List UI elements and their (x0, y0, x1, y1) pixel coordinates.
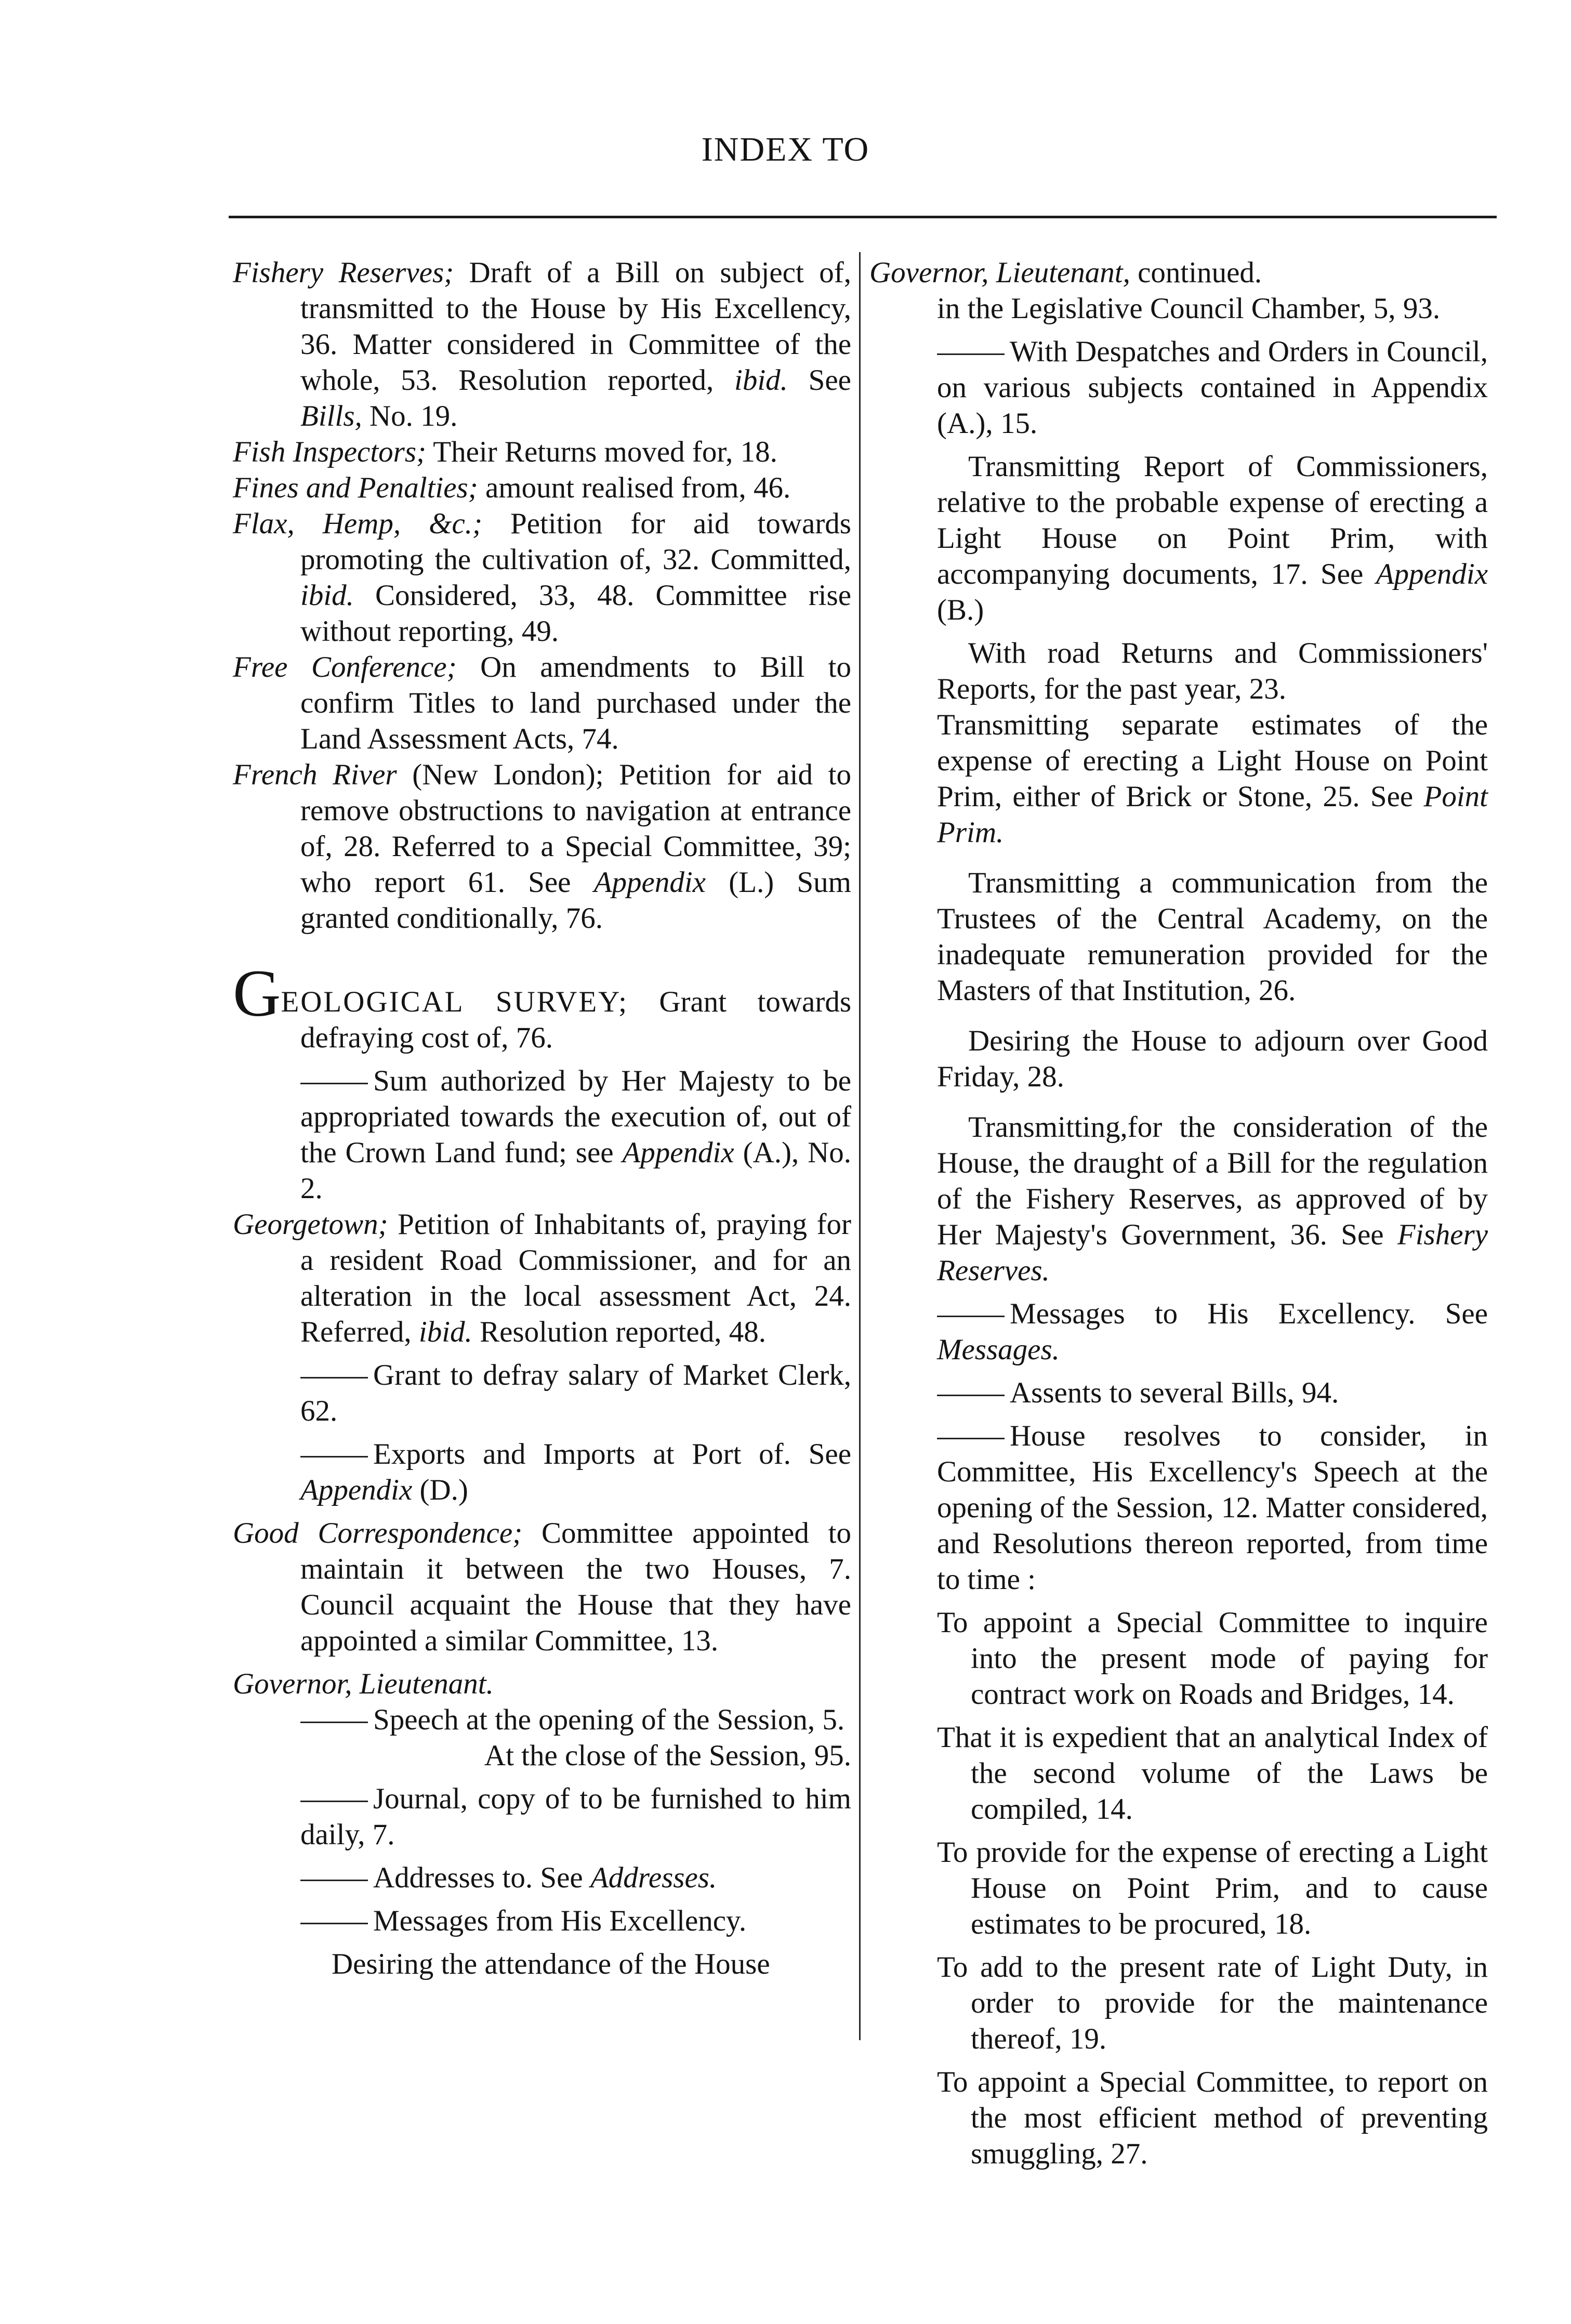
entry-text: Addresses to. See (373, 1861, 590, 1894)
entry-term: French River (233, 758, 397, 791)
entry-term: Good Correspondence; (233, 1517, 523, 1550)
entry-flax-hemp (233, 506, 851, 649)
entry-text: Draft of a Bill on subject of, transmitted to the House by His Excellency, 36. Matter considered in Committee of the whole, 53. Resolution reported, (300, 256, 851, 397)
entry-french-river (233, 757, 851, 936)
entry-text: With Despatches and Orders in Council, on various subjects contained in Appendix (A.), 15. (937, 335, 1488, 440)
entry-text: (B.) (937, 594, 984, 626)
subentry-speech-close: At the close of the Session, 95. (484, 1739, 851, 1772)
entry-fines-penalties (233, 470, 851, 506)
subentry-road-returns: With road Returns and Commissioners' Reports, for the past year, 23. (937, 637, 1488, 705)
subentry-speech-opening (233, 1702, 851, 1738)
entry-term: Fines and Penalties; (233, 471, 478, 504)
cross-ref: Fishery Reserves. (937, 1218, 1488, 1287)
entry-text: Speech at the opening of the Session, 5. (373, 1703, 845, 1736)
entry-text: (New London); Petition for aid to remove obstructions to navigation at entrance of, 28. Referred to a Special Committee, 39; who report 61. See (300, 758, 851, 899)
resolution-analytical-index: That it is expedient that an analytical Index of the second volume of the Laws be compiled, 14. (937, 1721, 1488, 1826)
right-column (869, 255, 1488, 2172)
subentry-geological-fund (233, 1063, 851, 1206)
entry-text: Resolution reported, 48. (472, 1316, 766, 1348)
entry-text: Committee appointed to maintain it between the two Houses, 7. Council acquaint the House that they have appointed a similar Committee, 13. (300, 1517, 851, 1657)
entry-text: Their Returns moved for, 18. (426, 436, 777, 468)
dash-rule (300, 1377, 368, 1378)
entry-text: Grant towards defraying cost of, 76. (300, 986, 851, 1054)
cross-ref: Appendix (622, 1136, 734, 1169)
entry-text: Journal, copy of to be furnished to him daily, 7. (300, 1782, 851, 1851)
subentry-good-friday: Desiring the House to adjourn over Good Friday, 28. (937, 1025, 1488, 1093)
entry-term: Fish Inspectors; (233, 436, 427, 468)
entry-term: Governor, Lieutenant, (869, 256, 1130, 289)
subentry-fishery-bill (869, 1109, 1488, 1289)
drop-initial: G (233, 956, 281, 1030)
subentry-market-clerk (233, 1357, 851, 1429)
subentry-addresses (233, 1860, 851, 1896)
column-divider (859, 252, 861, 2040)
entry-text: Considered, 33, 48. Committee rise without reporting, 49. (300, 579, 851, 648)
dash-rule (300, 1083, 368, 1084)
entry-text: Assents to several Bills, 94. (1010, 1376, 1339, 1409)
page-header: INDEX TO (701, 130, 870, 168)
entry-good-correspondence (233, 1515, 851, 1659)
entry-text: Grant to defray salary of Market Clerk, 62. (300, 1359, 851, 1427)
subentry-council-chamber: in the Legislative Council Chamber, 5, 93. (937, 292, 1441, 325)
entry-governor-continued (869, 255, 1488, 291)
subentry-exports-imports (233, 1436, 851, 1508)
entry-text: Petition of Inhabitants of, praying for a resident Road Commissioner, and for an alteration in the local assessment Act, 24. Referred, (300, 1208, 851, 1348)
subentry-desiring-attendance: Desiring the attendance of the House (332, 1948, 770, 1980)
entry-text: On amendments to Bill to confirm Titles to land purchased under the Land Assessment Acts, 74. (300, 651, 851, 755)
subentry-central-academy: Transmitting a communication from the Trustees of the Central Academy, on the inadequate remuneration provided for the Masters of that Institution, 26. (937, 866, 1488, 1007)
resolution-light-duty: To add to the present rate of Light Duty, in order to provide for the maintenance thereof, 19. (937, 1951, 1488, 2055)
subentry-assents (869, 1375, 1488, 1411)
entry-fishery-reserves (233, 255, 851, 434)
dash-rule (300, 1722, 368, 1723)
entry-term: Fishery Reserves; (233, 256, 454, 289)
subentry-messages-to (869, 1296, 1488, 1368)
entry-term: Free Conference; (233, 651, 457, 684)
cross-ref: Appendix (593, 866, 706, 899)
ibid-ref: ibid. (418, 1316, 472, 1348)
entry-text: continued. (1130, 256, 1262, 289)
resolution-smuggling: To appoint a Special Committee, to report on the most efficient method of preventing smuggling, 27. (937, 2066, 1488, 2170)
entry-georgetown (233, 1206, 851, 1350)
dash-rule (300, 1923, 368, 1924)
subentry-house-resolves (869, 1418, 1488, 1597)
entry-free-conference (233, 649, 851, 757)
entry-text: No. 19. (362, 400, 458, 432)
cross-ref: Point Prim. (937, 780, 1488, 849)
ibid-ref: ibid. (734, 364, 788, 397)
entry-term: Flax, Hemp, &c.; (233, 507, 482, 540)
cross-ref: Messages. (937, 1333, 1060, 1366)
entry-text: amount realised from, 46. (478, 471, 791, 504)
entry-text: Transmitting separate estimates of the expense of erecting a Light House on Point Prim, either of Brick or Stone, 25. See (937, 708, 1488, 813)
entry-text: Exports and Imports at Port of. See (373, 1438, 851, 1470)
entry-text: (A.), No. 2. (300, 1136, 852, 1205)
section-title: EOLOGICAL SURVEY; (281, 986, 628, 1018)
subentry-separate-estimates (869, 707, 1488, 850)
dash-rule (937, 1395, 1005, 1396)
entry-text: Messages from His Excellency. (373, 1905, 747, 1937)
left-column (233, 255, 851, 1982)
entry-text: Messages to His Excellency. See (1010, 1297, 1488, 1330)
dash-rule (937, 353, 1005, 355)
cross-ref: Bills, (300, 400, 362, 432)
entry-text: (D.) (412, 1474, 468, 1506)
cross-ref: Addresses. (590, 1861, 717, 1894)
subentry-journal (233, 1781, 851, 1853)
entry-fish-inspectors (233, 434, 851, 470)
resolution-light-house-expense: To provide for the expense of erecting a Light House on Point Prim, and to cause estimates to be procured, 18. (937, 1836, 1488, 1940)
entry-governor-lieutenant (233, 1666, 851, 1702)
entry-text: (L.) Sum granted conditionally, 76. (300, 866, 852, 935)
entry-text: Petition for aid towards promoting the cultivation of, 32. Committed, (300, 507, 851, 576)
cross-ref: Appendix (1376, 558, 1488, 590)
entry-text: Transmitting,for the consideration of the House, the draught of a Bill for the regulation of the Fishery Reserves, as approved of by Her Majesty's Government, 36. See (937, 1111, 1488, 1251)
subentry-despatches (869, 334, 1488, 441)
entry-term: Governor, Lieutenant. (233, 1667, 494, 1700)
header-rule (229, 216, 1497, 218)
subentry-messages-from (233, 1903, 851, 1939)
dash-rule (300, 1456, 368, 1458)
ibid-ref: ibid. (300, 579, 354, 612)
see-text: See (787, 364, 851, 397)
resolution-roads-bridges: To appoint a Special Committee to inquire into the present mode of paying for contract work on Roads and Bridges, 14. (937, 1606, 1488, 1711)
entry-text: House resolves to consider, in Committee, His Excellency's Speech at the opening of the Session, 12. Matter considered, and Resolutions thereon reported, from time to time : (937, 1420, 1488, 1596)
dash-rule (937, 1316, 1005, 1317)
entry-text: Transmitting Report of Commissioners, relative to the probable expense of erecting a Light House on Point Prim, with accompanying documents, 17. See (937, 450, 1488, 590)
dash-rule (300, 1880, 368, 1881)
subentry-light-house-report (869, 449, 1488, 628)
cross-ref: Appendix (300, 1474, 413, 1506)
entry-term: Georgetown; (233, 1208, 388, 1241)
entry-text: Sum authorized by Her Majesty to be appropriated towards the execution of, out of the Crown Land fund; see (300, 1065, 851, 1169)
entry-geological-survey (233, 956, 851, 1056)
dash-rule (937, 1438, 1005, 1439)
dash-rule (300, 1801, 368, 1802)
